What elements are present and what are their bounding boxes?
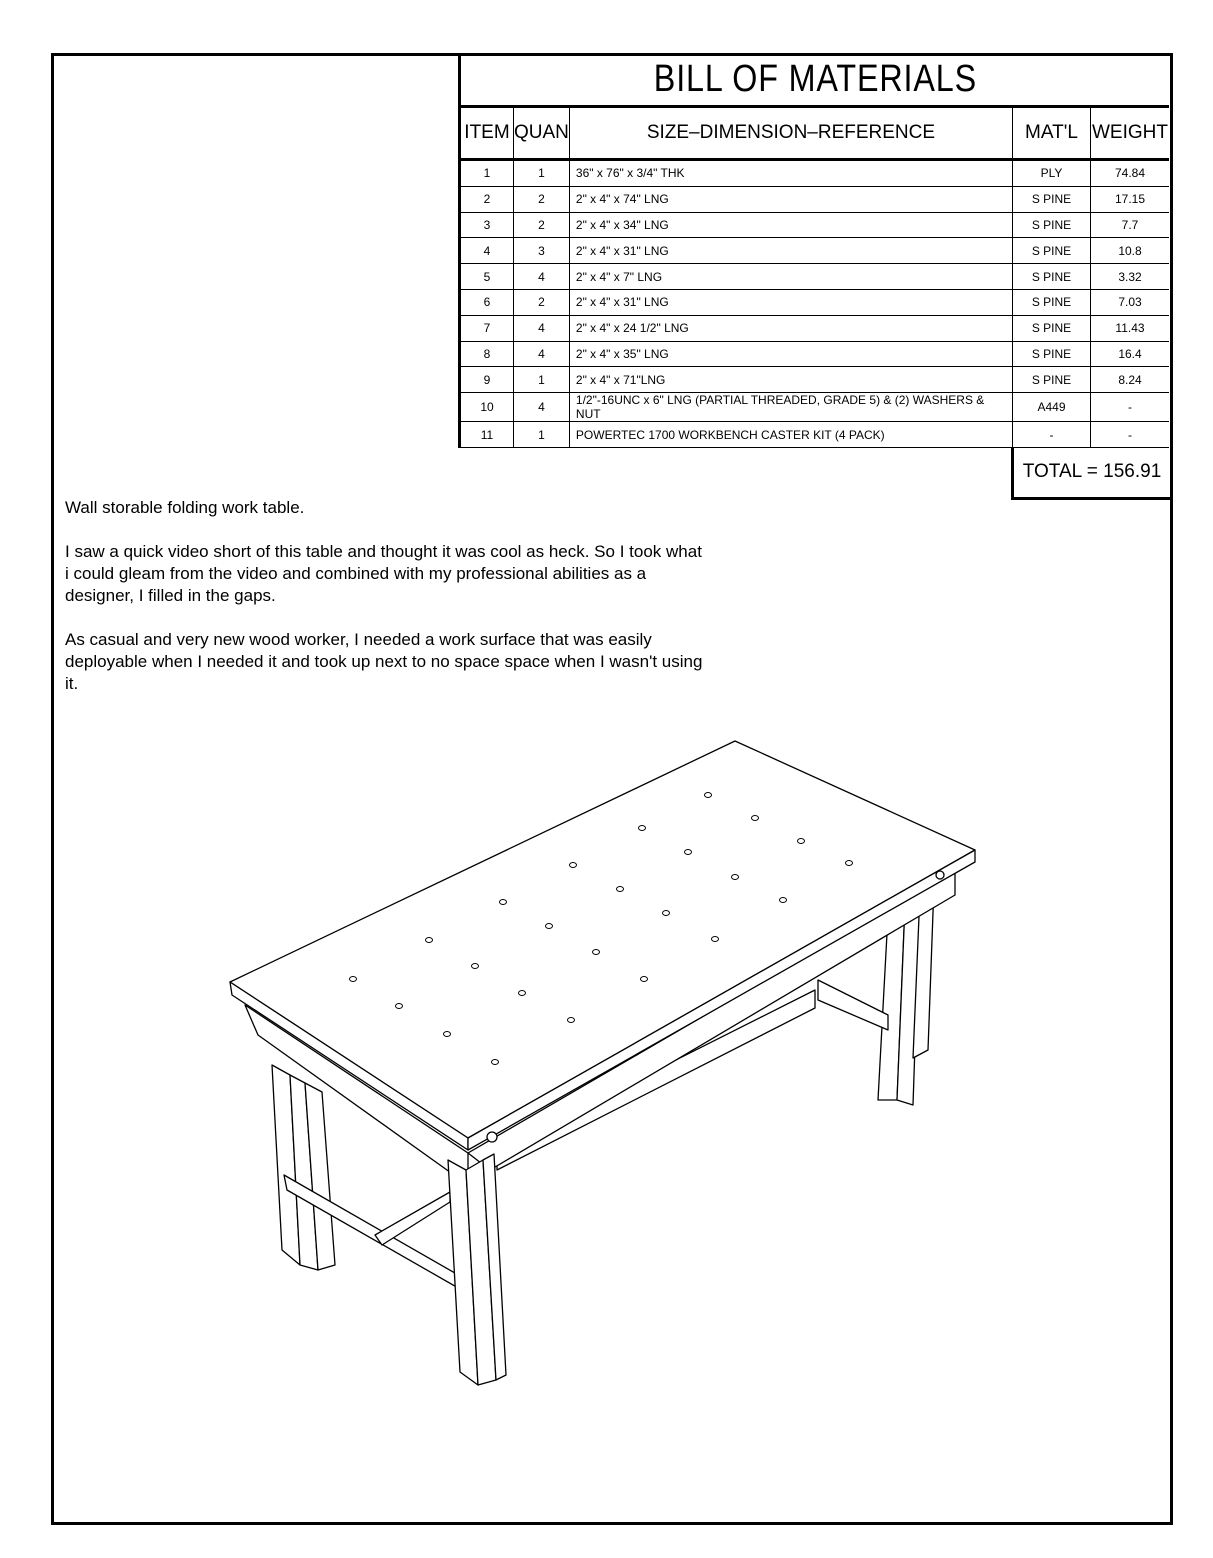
header-material: MAT'L [1013,107,1091,160]
quantity-cell: 4 [514,264,570,290]
item-cell: 1 [460,160,514,187]
weight-cell: 11.43 [1091,315,1170,341]
size-cell: 2" x 4" x 74" LNG [569,186,1012,212]
weight-cell: 3.32 [1091,264,1170,290]
material-cell: S PINE [1013,315,1091,341]
item-cell: 3 [460,212,514,238]
material-cell: - [1013,422,1091,448]
description-paragraph: As casual and very new wood worker, I needed a work surface that was easily deployable when I needed it and took up next to no space space when I wasn't using it. [65,630,703,693]
size-cell: 2" x 4" x 31" LNG [569,238,1012,264]
weight-cell: - [1091,422,1170,448]
quantity-cell: 1 [514,160,570,187]
size-cell: 2" x 4" x 31" LNG [569,289,1012,315]
material-cell: S PINE [1013,367,1091,393]
quantity-cell: 4 [514,341,570,367]
description-title: Wall storable folding work table. [65,498,305,517]
quantity-cell: 4 [514,393,570,422]
size-cell: 2" x 4" x 34" LNG [569,212,1012,238]
bom-total: TOTAL = 156.91 [1011,447,1170,500]
size-cell: 2" x 4" x 7" LNG [569,264,1012,290]
header-item: ITEM [460,107,514,160]
size-cell: 2" x 4" x 71"LNG [569,367,1012,393]
item-cell: 7 [460,315,514,341]
item-cell: 9 [460,367,514,393]
material-cell: S PINE [1013,238,1091,264]
size-cell: 2" x 4" x 24 1/2" LNG [569,315,1012,341]
weight-cell: - [1091,393,1170,422]
quantity-cell: 1 [514,367,570,393]
weight-cell: 7.7 [1091,212,1170,238]
header-quan: QUAN [514,107,570,160]
quantity-cell: 3 [514,238,570,264]
material-cell: S PINE [1013,186,1091,212]
item-cell: 11 [460,422,514,448]
size-cell: 2" x 4" x 35" LNG [569,341,1012,367]
weight-cell: 74.84 [1091,160,1170,187]
material-cell: S PINE [1013,264,1091,290]
quantity-cell: 2 [514,186,570,212]
weight-cell: 8.24 [1091,367,1170,393]
item-cell: 4 [460,238,514,264]
quantity-cell: 2 [514,212,570,238]
weight-cell: 16.4 [1091,341,1170,367]
material-cell: A449 [1013,393,1091,422]
description-paragraph: I saw a quick video short of this table and thought it was cool as heck. So I took what i could gleam from the video and combined with my professional abilities as a designer, I filled in the gaps. [65,542,702,605]
size-cell: 1/2"-16UNC x 6" LNG (PARTIAL THREADED, GRADE 5) & (2) WASHERS & NUT [569,393,1012,422]
quantity-cell: 4 [514,315,570,341]
item-cell: 8 [460,341,514,367]
item-cell: 10 [460,393,514,422]
weight-cell: 10.8 [1091,238,1170,264]
size-cell: POWERTEC 1700 WORKBENCH CASTER KIT (4 PACK) [569,422,1012,448]
item-cell: 6 [460,289,514,315]
material-cell: S PINE [1013,341,1091,367]
item-cell: 5 [460,264,514,290]
quantity-cell: 2 [514,289,570,315]
item-cell: 2 [460,186,514,212]
material-cell: PLY [1013,160,1091,187]
header-weight: WEIGHT [1091,107,1170,160]
header-size: SIZE–DIMENSION–REFERENCE [569,107,1012,160]
material-cell: S PINE [1013,212,1091,238]
size-cell: 36" x 76" x 3/4" THK [569,160,1012,187]
quantity-cell: 1 [514,422,570,448]
bom-title: BILL OF MATERIALS [513,53,1116,107]
weight-cell: 17.15 [1091,186,1170,212]
weight-cell: 7.03 [1091,289,1170,315]
material-cell: S PINE [1013,289,1091,315]
